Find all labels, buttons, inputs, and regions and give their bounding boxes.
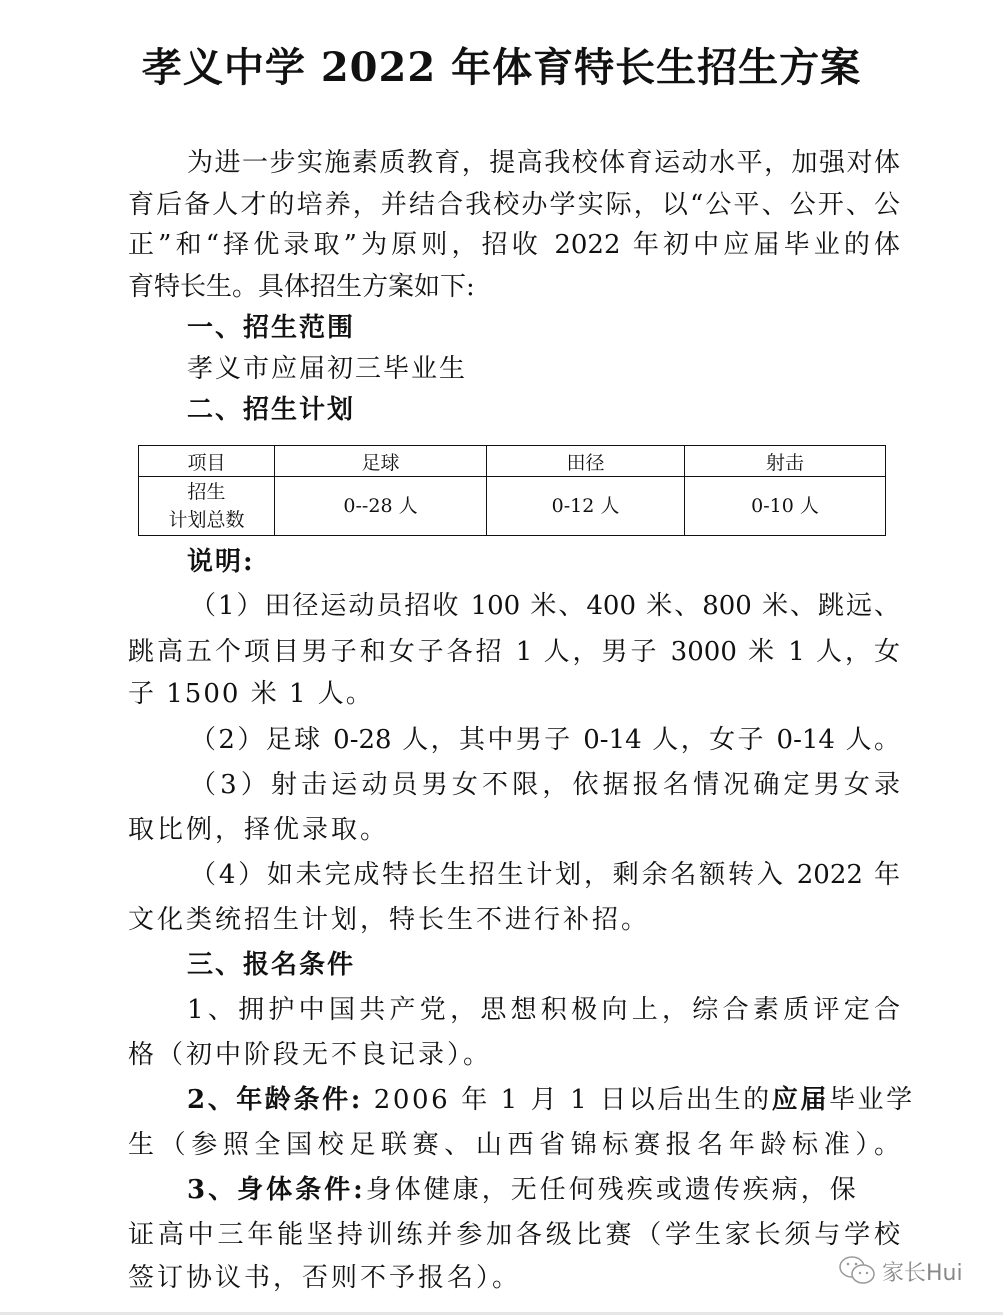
note-line: 文化类统招生计划，特长生不进行补招。: [128, 905, 651, 935]
condition-line: [187, 1173, 900, 1207]
notes-heading: 说明:: [187, 547, 255, 577]
note-line: （2）足球 0-28 人，其中男子 0-14 人，女子 0-14 人。: [190, 725, 900, 755]
condition-line: 签订协议书，否则不予报名）。: [128, 1263, 522, 1293]
row-label: [139, 477, 275, 536]
document-title: 孝义中学 2022 年体育特长生招生方案: [141, 44, 862, 91]
intro-line: 育后备人才的培养，并结合我校办学实际，以“公平、公开、公: [128, 190, 900, 220]
table-header: 射击: [685, 446, 886, 477]
condition-line: 证高中三年能坚持训练并参加各级比赛（学生家长须与学校: [128, 1220, 900, 1250]
table-row: [139, 477, 886, 536]
note-line: 取比例，择优录取。: [128, 815, 390, 845]
table-header: 足球: [275, 446, 487, 477]
intro-line: 育特长生。具体招生方案如下:: [128, 272, 475, 302]
table-header-row: [139, 446, 886, 477]
intro-line: 为进一步实施素质教育，提高我校体育运动水平，加强对体: [187, 148, 900, 178]
note-line: 子 1500 米 1 人。: [128, 679, 374, 709]
intro-line: 正”和“择优录取”为原则，招收 2022 年初中应届毕业的体: [128, 230, 900, 260]
condition-text: 身体健康，无任何残疾或遗传疾病，保: [365, 1175, 859, 1205]
table-header: 项目: [139, 446, 275, 477]
watermark: [838, 1255, 963, 1287]
watermark-text: 家长Hui: [882, 1260, 963, 1286]
condition-label: 2、年龄条件:: [187, 1085, 363, 1115]
scope-text: 孝义市应届初三毕业生: [187, 354, 468, 384]
enrollment-plan-table: [138, 445, 886, 536]
section-heading: 一、招生范围: [187, 313, 356, 343]
note-line: 跳高五个项目男子和女子各招 1 人，男子 3000 米 1 人，女: [128, 637, 900, 667]
table-cell: 0-10 人: [685, 477, 886, 536]
condition-label: 3、身体条件:: [187, 1175, 366, 1205]
condition-text: 毕业学: [828, 1085, 915, 1115]
section-heading: 三、报名条件: [187, 950, 356, 980]
row-label-line: 计划总数: [168, 509, 245, 531]
note-line: （4）如未完成特长生招生计划，剩余名额转入 2022 年: [190, 860, 900, 890]
condition-text: 2006 年 1 月 1 日以后出生的: [362, 1085, 772, 1115]
condition-line: [187, 1083, 915, 1117]
note-line: （1）田径运动员招收 100 米、400 米、800 米、跳远、: [190, 591, 900, 621]
condition-line: 格（初中阶段无不良记录）。: [128, 1040, 493, 1070]
condition-emphasis: 应届: [771, 1085, 829, 1115]
table-cell: 0--28 人: [275, 477, 487, 536]
condition-line: 生（参照全国校足联赛、山西省锦标赛报名年龄标准）。: [128, 1130, 900, 1160]
table-cell: 0-12 人: [487, 477, 685, 536]
condition-line: 1、拥护中国共产党，思想积极向上，综合素质评定合: [187, 995, 900, 1025]
note-line: （3）射击运动员男女不限，依据报名情况确定男女录: [190, 770, 900, 800]
wechat-icon: [838, 1255, 878, 1287]
table-header: 田径: [487, 446, 685, 477]
section-heading: 二、招生计划: [187, 395, 356, 425]
row-label-line: 招生: [187, 481, 226, 503]
